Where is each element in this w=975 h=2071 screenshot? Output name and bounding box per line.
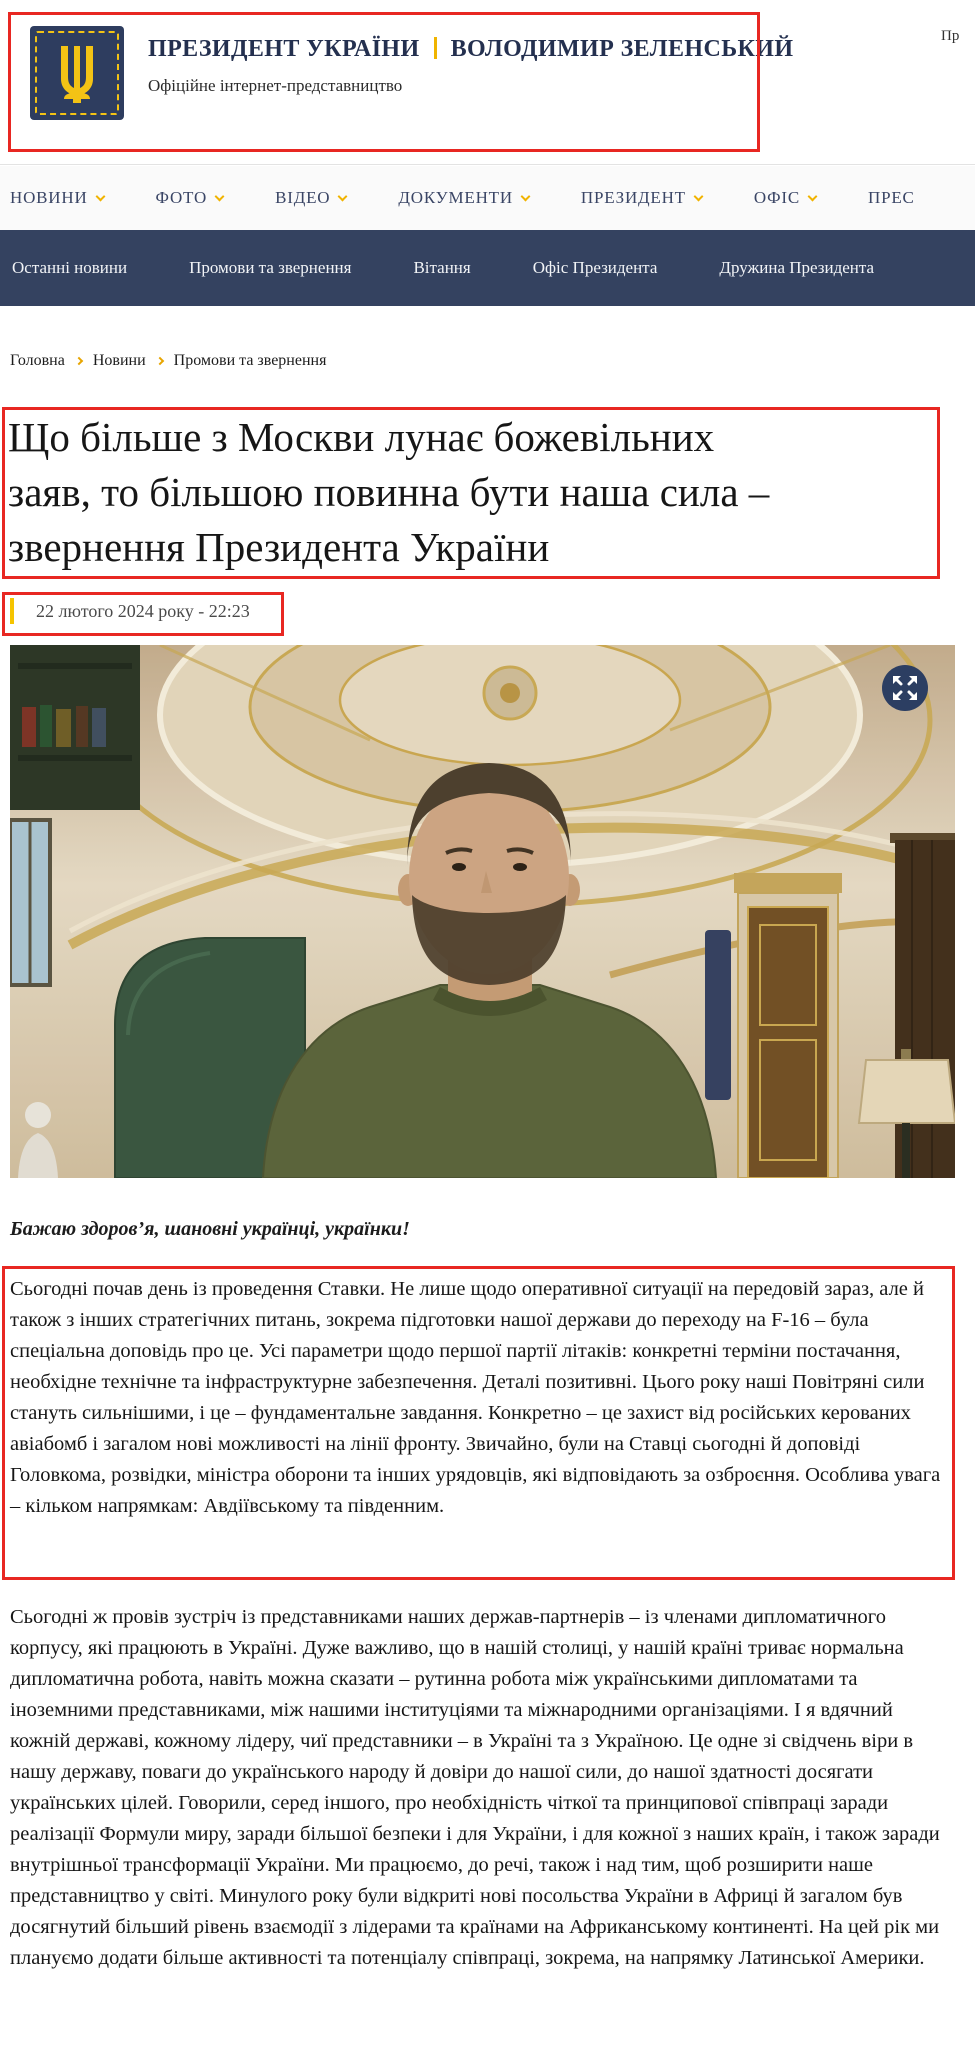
chevron-right-icon <box>155 357 163 365</box>
nav-item-label: ПРЕЗИДЕНТ <box>580 188 686 207</box>
chevron-down-icon <box>95 192 105 202</box>
nav-item-novyny[interactable] <box>10 188 104 208</box>
subnav-item-ofis-prezydenta[interactable]: Офіс Президента <box>532 258 658 277</box>
expand-icon <box>882 665 928 711</box>
nav-item-label: ОФІС <box>753 188 800 207</box>
nav-item-prezydent[interactable] <box>581 188 702 208</box>
nav-item-label: ФОТО <box>155 188 208 207</box>
site-subtitle: Офіційне інтернет-представництво <box>148 76 403 95</box>
nav-item-label: ДОКУМЕНТИ <box>398 188 513 207</box>
subnav-item-promovy[interactable]: Промови та звернення <box>189 258 352 277</box>
article-title-line: заяв, то більшою повинна бути наша сила – <box>8 469 770 515</box>
article-greeting: Бажаю здоров’я, шановні українці, українки! <box>10 1218 410 1240</box>
brand-link[interactable] <box>148 36 793 63</box>
top-right-link-partial[interactable]: Пр <box>941 28 960 44</box>
brand-title-president: ПРЕЗИДЕНТ УКРАЇНИ <box>148 36 420 62</box>
article-date-row <box>10 598 250 624</box>
chevron-right-icon <box>75 357 83 365</box>
subnav-item-vitannia[interactable]: Вітання <box>413 258 471 277</box>
article-paragraph-1: Сьогодні почав день із проведення Ставки. Не лише щодо оперативної ситуації на передовій зараз, але й також з інших стратегічних питань, зокрема підготовки нашої держави до переходу на F-16 – була спеціальна доповідь про це. Усі параметри щодо першої партії літаків: конкретні терміни постачання, необхідне технічне та інфраструктурне забезпечення. Деталі позитивні. Цього року наші Повітряні сили стануть сильнішими, і це – фундаментальне завдання. Конкретно – це захист від російських керованих авіабомб і загалом нові можливості на лінії фронту. Звичайно, були на Ставці сьогодні й доповіді Головкома, розвідки, міністра оборони та інших урядовців, які відповідають за озброєння. Особлива увага – кільком напрямкам: Авдіївському та південним. <box>10 1278 941 1517</box>
nav-item-label: НОВИНИ <box>10 188 88 207</box>
chevron-down-icon <box>338 192 348 202</box>
breadcrumb-news[interactable]: Новини <box>92 352 146 369</box>
chevron-down-icon <box>215 192 225 202</box>
article-date: 22 лютого 2024 року - 22:23 <box>36 600 250 621</box>
nav-item-dokumenty[interactable] <box>398 188 529 208</box>
nav-item-pres[interactable] <box>868 188 915 208</box>
photo-scene <box>10 645 955 1178</box>
brand-title-name: ВОЛОДИМИР ЗЕЛЕНСЬКИЙ <box>450 36 794 62</box>
article-title-line: звернення Президента України <box>8 524 550 570</box>
subnav-item-ostanni-novyny[interactable]: Останні новини <box>12 258 128 277</box>
article-title-line: Що більше з Москви лунає божевільних <box>8 414 715 460</box>
nav-item-label: ВІДЕО <box>275 188 331 207</box>
expand-button[interactable] <box>882 665 928 711</box>
site-header <box>0 0 975 165</box>
secondary-nav <box>0 230 975 306</box>
chevron-down-icon <box>693 192 703 202</box>
breadcrumb-speeches[interactable]: Промови та звернення <box>173 352 327 369</box>
breadcrumb <box>10 352 326 370</box>
nav-item-video[interactable] <box>275 188 346 208</box>
date-accent-bar <box>10 598 14 624</box>
logo-link[interactable] <box>30 26 124 120</box>
nav-item-ofis[interactable] <box>754 188 816 208</box>
article-photo[interactable] <box>10 645 955 1178</box>
article-title <box>8 410 938 575</box>
article-paragraph-2: Сьогодні ж провів зустріч із представниками наших держав-партнерів – із членами дипломатичного корпусу, які працюють в Україні. Дуже важливо, що в нашій столиці, у нашій країні триває нормальна дипломатична робота, навіть можна сказати – рутинна робота між українськими дипломатами та іноземними представниками, між нашими інституціями та міжнародними організаціями. І я вдячний кожній державі, кожному лідеру, чиї представники – в Україні та з Україною. Це одне зі свідчень віри в нашу державу, поваги до українського народу й довіри до нашої сили, до нашої здатності досягати українських цілей. Говорили, серед іншого, про необхідність чіткої та принципової співпраці заради реалізації Формули миру, заради більшої безпеки і для України, і для кожної з наших країн, і також заради внутрішньої трансформації України. Ми працюємо, до речі, також і над тим, щоб розширити наше представництво у світі. Минулого року були відкриті нові посольства України в Африці й загалом був досягнутий більший рівень взаємодії з лідерами та країнами на Африканському континенті. На цей рік ми плануємо додати більше активності та потенціалу співпраці, зокрема, на напрямку Латинської Америки. <box>10 1606 940 1969</box>
breadcrumb-home[interactable]: Головна <box>10 352 65 369</box>
primary-nav <box>0 166 975 230</box>
nav-item-foto[interactable] <box>156 188 224 208</box>
ukraine-trident-emblem-icon <box>35 31 119 115</box>
chevron-down-icon <box>808 192 818 202</box>
brand-separator <box>434 37 437 59</box>
subnav-item-druzhyna[interactable]: Дружина Президента <box>719 258 875 277</box>
nav-item-label: ПРЕС <box>868 188 915 207</box>
chevron-down-icon <box>520 192 530 202</box>
